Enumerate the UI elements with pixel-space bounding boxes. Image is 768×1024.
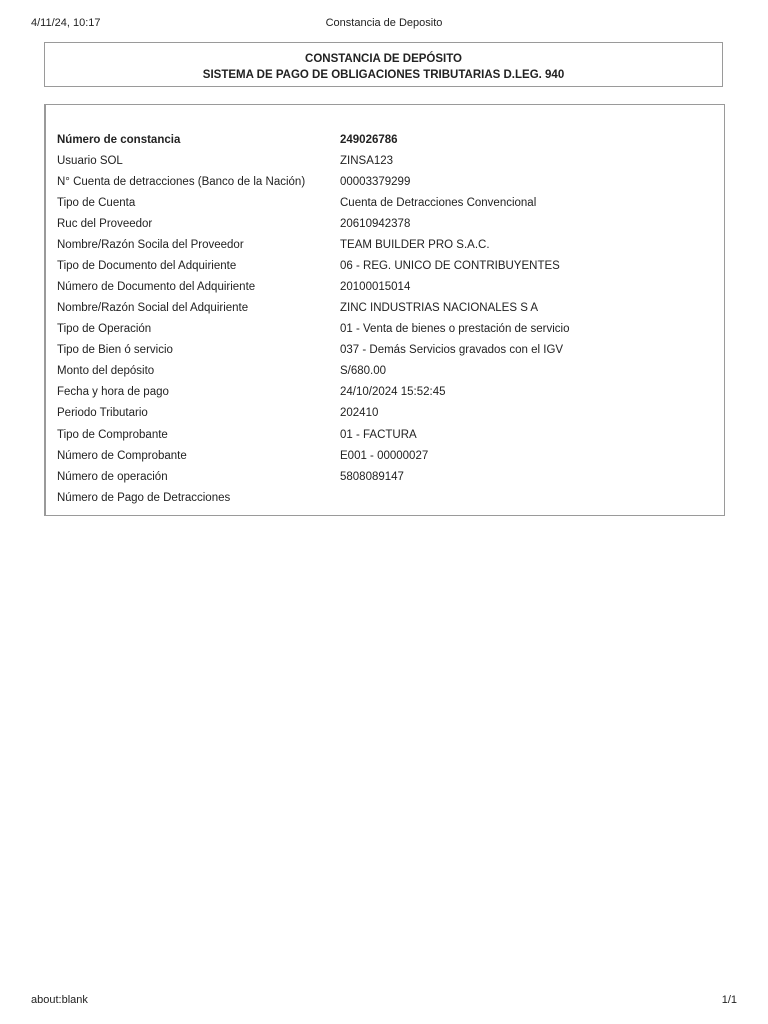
detail-label: Número de Pago de Detracciones: [57, 492, 231, 504]
detail-value: Cuenta de Detracciones Convencional: [340, 197, 537, 209]
detail-row-nombre-adquiriente: [46, 298, 724, 319]
document-title: CONSTANCIA DE DEPÓSITO: [305, 53, 462, 65]
detail-value: E001 - 00000027: [340, 450, 429, 462]
detail-label: Ruc del Proveedor: [57, 218, 153, 230]
print-header-datetime: 4/11/24, 10:17: [31, 17, 101, 29]
detail-value: 037 - Demás Servicios gravados con el IGV: [340, 344, 564, 356]
print-footer-page-number: 1/1: [721, 994, 737, 1006]
detail-label: Número de Comprobante: [57, 450, 187, 462]
detail-row-monto-deposito: [46, 361, 724, 382]
detail-value: TEAM BUILDER PRO S.A.C.: [340, 239, 490, 251]
detail-row-tipo-cuenta: [46, 193, 724, 214]
detail-label: Nombre/Razón Socila del Proveedor: [57, 239, 244, 251]
detail-label: Tipo de Cuenta: [57, 197, 136, 209]
detail-value: 00003379299: [340, 176, 411, 188]
detail-value: 20100015014: [340, 281, 411, 293]
document-title-box: [44, 42, 723, 87]
detail-value: 01 - Venta de bienes o prestación de servicio: [340, 323, 570, 335]
detail-row-numero-constancia: [46, 130, 724, 151]
detail-value: ZINC INDUSTRIAS NACIONALES S A: [340, 302, 539, 314]
print-header-title: Constancia de Deposito: [325, 17, 443, 29]
detail-row-numero-documento-adquiriente: [46, 277, 724, 298]
detail-label: Número de constancia: [57, 134, 181, 146]
detail-row-periodo-tributario: [46, 403, 724, 424]
detail-row-nombre-proveedor: [46, 235, 724, 256]
detail-value: 24/10/2024 15:52:45: [340, 386, 446, 398]
deposit-details-box: [44, 104, 725, 516]
detail-row-ruc-proveedor: [46, 214, 724, 235]
detail-row-usuario-sol: [46, 151, 724, 172]
detail-row-cuenta-detracciones: [46, 172, 724, 193]
detail-label: Fecha y hora de pago: [57, 386, 169, 398]
detail-row-tipo-comprobante: [46, 425, 724, 446]
detail-value: S/680.00: [340, 365, 387, 377]
detail-value: 01 - FACTURA: [340, 429, 417, 441]
detail-row-fecha-hora-pago: [46, 382, 724, 403]
detail-value: 202410: [340, 407, 379, 419]
detail-label: Periodo Tributario: [57, 407, 148, 419]
detail-value: 249026786: [340, 134, 398, 146]
detail-row-numero-comprobante: [46, 446, 724, 467]
detail-label: Nombre/Razón Social del Adquiriente: [57, 302, 249, 314]
detail-row-tipo-operacion: [46, 319, 724, 340]
detail-value: 06 - REG. UNICO DE CONTRIBUYENTES: [340, 260, 560, 272]
detail-label: Número de operación: [57, 471, 168, 483]
detail-row-tipo-bien-servicio: [46, 340, 724, 361]
detail-label: Número de Documento del Adquiriente: [57, 281, 256, 293]
detail-row-tipo-documento-adquiriente: [46, 256, 724, 277]
detail-value: 20610942378: [340, 218, 411, 230]
print-footer-url: about:blank: [31, 994, 88, 1006]
detail-label: Tipo de Comprobante: [57, 429, 168, 441]
document-subtitle: SISTEMA DE PAGO DE OBLIGACIONES TRIBUTARIAS D.LEG. 940: [202, 69, 565, 81]
detail-label: N° Cuenta de detracciones (Banco de la Nación): [57, 176, 306, 188]
detail-row-numero-pago-detracciones: [46, 488, 724, 509]
detail-label: Tipo de Operación: [57, 323, 152, 335]
detail-label: Monto del depósito: [57, 365, 155, 377]
detail-label: Tipo de Documento del Adquiriente: [57, 260, 237, 272]
detail-value: ZINSA123: [340, 155, 394, 167]
detail-value: 5808089147: [340, 471, 404, 483]
detail-label: Tipo de Bien ó servicio: [57, 344, 173, 356]
detail-row-numero-operacion: [46, 467, 724, 488]
detail-label: Usuario SOL: [57, 155, 123, 167]
